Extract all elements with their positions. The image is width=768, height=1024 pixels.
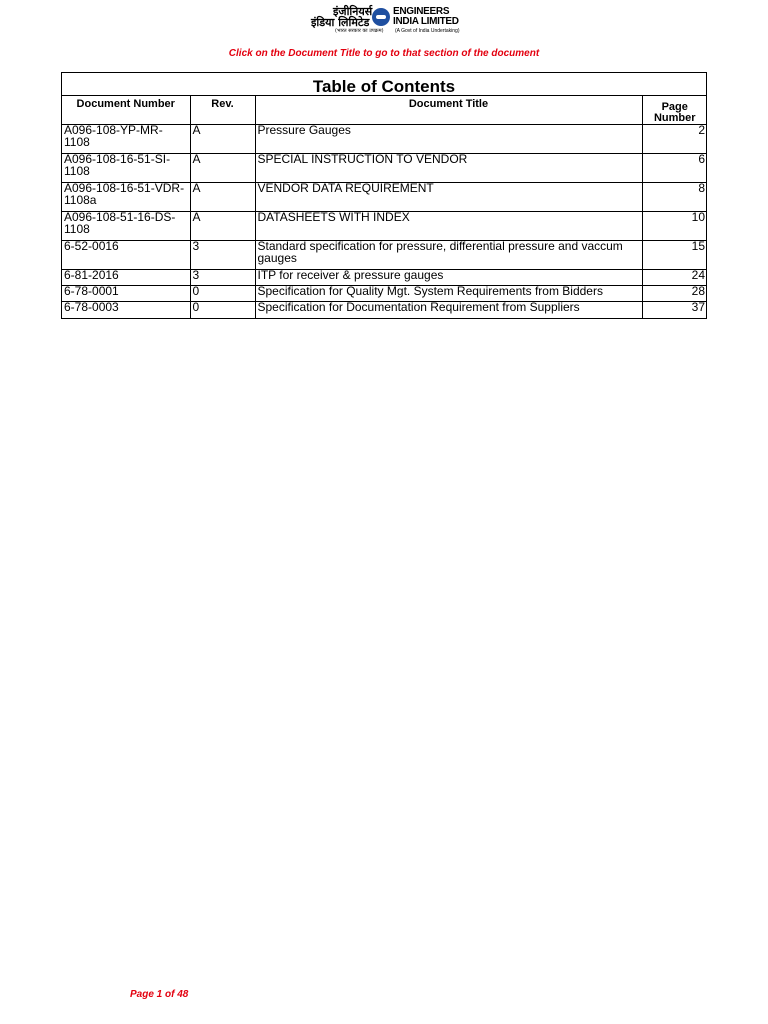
table-row [62, 241, 707, 270]
cell-document-number: A096-108-YP-MR-1108 [62, 125, 190, 154]
table-row [62, 183, 707, 212]
toc-title: Table of Contents [312, 77, 456, 96]
logo-hindi-line2: इंडिया लिमिटेड [311, 16, 370, 29]
toc-table [62, 95, 707, 318]
cell-page-number: 15 [642, 241, 707, 270]
toc-header-row [62, 96, 707, 125]
cell-page-number: 10 [642, 212, 707, 241]
table-row [62, 154, 707, 183]
cell-page-number: 37 [642, 302, 707, 318]
cell-page-number: 28 [642, 286, 707, 302]
cell-rev: 0 [190, 302, 255, 318]
cell-document-number: 6-81-2016 [62, 270, 190, 286]
cell-document-number: 6-78-0001 [62, 286, 190, 302]
cell-document-title-link[interactable]: VENDOR DATA REQUIREMENT [255, 183, 642, 212]
cell-document-title-link[interactable]: ITP for receiver & pressure gauges [255, 270, 642, 286]
logo-english-tagline: (A Govt of India Undertaking) [395, 28, 460, 34]
table-row [62, 125, 707, 154]
cell-document-title-link[interactable]: SPECIAL INSTRUCTION TO VENDOR [255, 154, 642, 183]
cell-document-number: 6-78-0003 [62, 302, 190, 318]
column-header-page-number: Page Number [642, 96, 707, 125]
cell-rev: 0 [190, 286, 255, 302]
column-header-document-number: Document Number [62, 96, 190, 125]
cell-document-title-link[interactable]: Specification for Documentation Requirement from Suppliers [255, 302, 642, 318]
cell-document-number: A096-108-16-51-SI-1108 [62, 154, 190, 183]
cell-rev: A [190, 183, 255, 212]
cell-rev: A [190, 154, 255, 183]
cell-document-title-link[interactable]: Pressure Gauges [255, 125, 642, 154]
cell-page-number: 2 [642, 125, 707, 154]
table-of-contents [61, 72, 707, 319]
table-row [62, 302, 707, 318]
cell-rev: 3 [190, 270, 255, 286]
page-indicator: Page 1 of 48 [130, 989, 189, 1000]
cell-rev: A [190, 212, 255, 241]
cell-page-number: 24 [642, 270, 707, 286]
logo-english-line2: INDIA LIMITED [393, 16, 459, 27]
table-row [62, 212, 707, 241]
logo-hindi-line1: इंजीनियर्स [333, 5, 373, 18]
cell-page-number: 6 [642, 154, 707, 183]
cell-document-title-link[interactable]: Standard specification for pressure, differential pressure and vaccum gauges [255, 241, 642, 270]
cell-document-number: A096-108-51-16-DS-1108 [62, 212, 190, 241]
cell-document-title-link[interactable]: Specification for Quality Mgt. System Requirements from Bidders [255, 286, 642, 302]
logo-hindi-tagline: (भारत सरकार का उपक्रम) [335, 28, 384, 34]
cell-document-number: 6-52-0016 [62, 241, 190, 270]
company-logo [303, 4, 463, 36]
logo-english-line1: ENGINEERS [393, 6, 450, 17]
cell-document-title-link[interactable]: DATASHEETS WITH INDEX [255, 212, 642, 241]
column-header-rev: Rev. [190, 96, 255, 125]
cell-page-number: 8 [642, 183, 707, 212]
cell-rev: 3 [190, 241, 255, 270]
eil-emblem-icon [372, 8, 390, 26]
navigation-instruction: Click on the Document Title to go to that section of the document [228, 48, 540, 59]
cell-document-number: A096-108-16-51-VDR-1108a [62, 183, 190, 212]
column-header-document-title: Document Title [255, 96, 642, 125]
cell-rev: A [190, 125, 255, 154]
